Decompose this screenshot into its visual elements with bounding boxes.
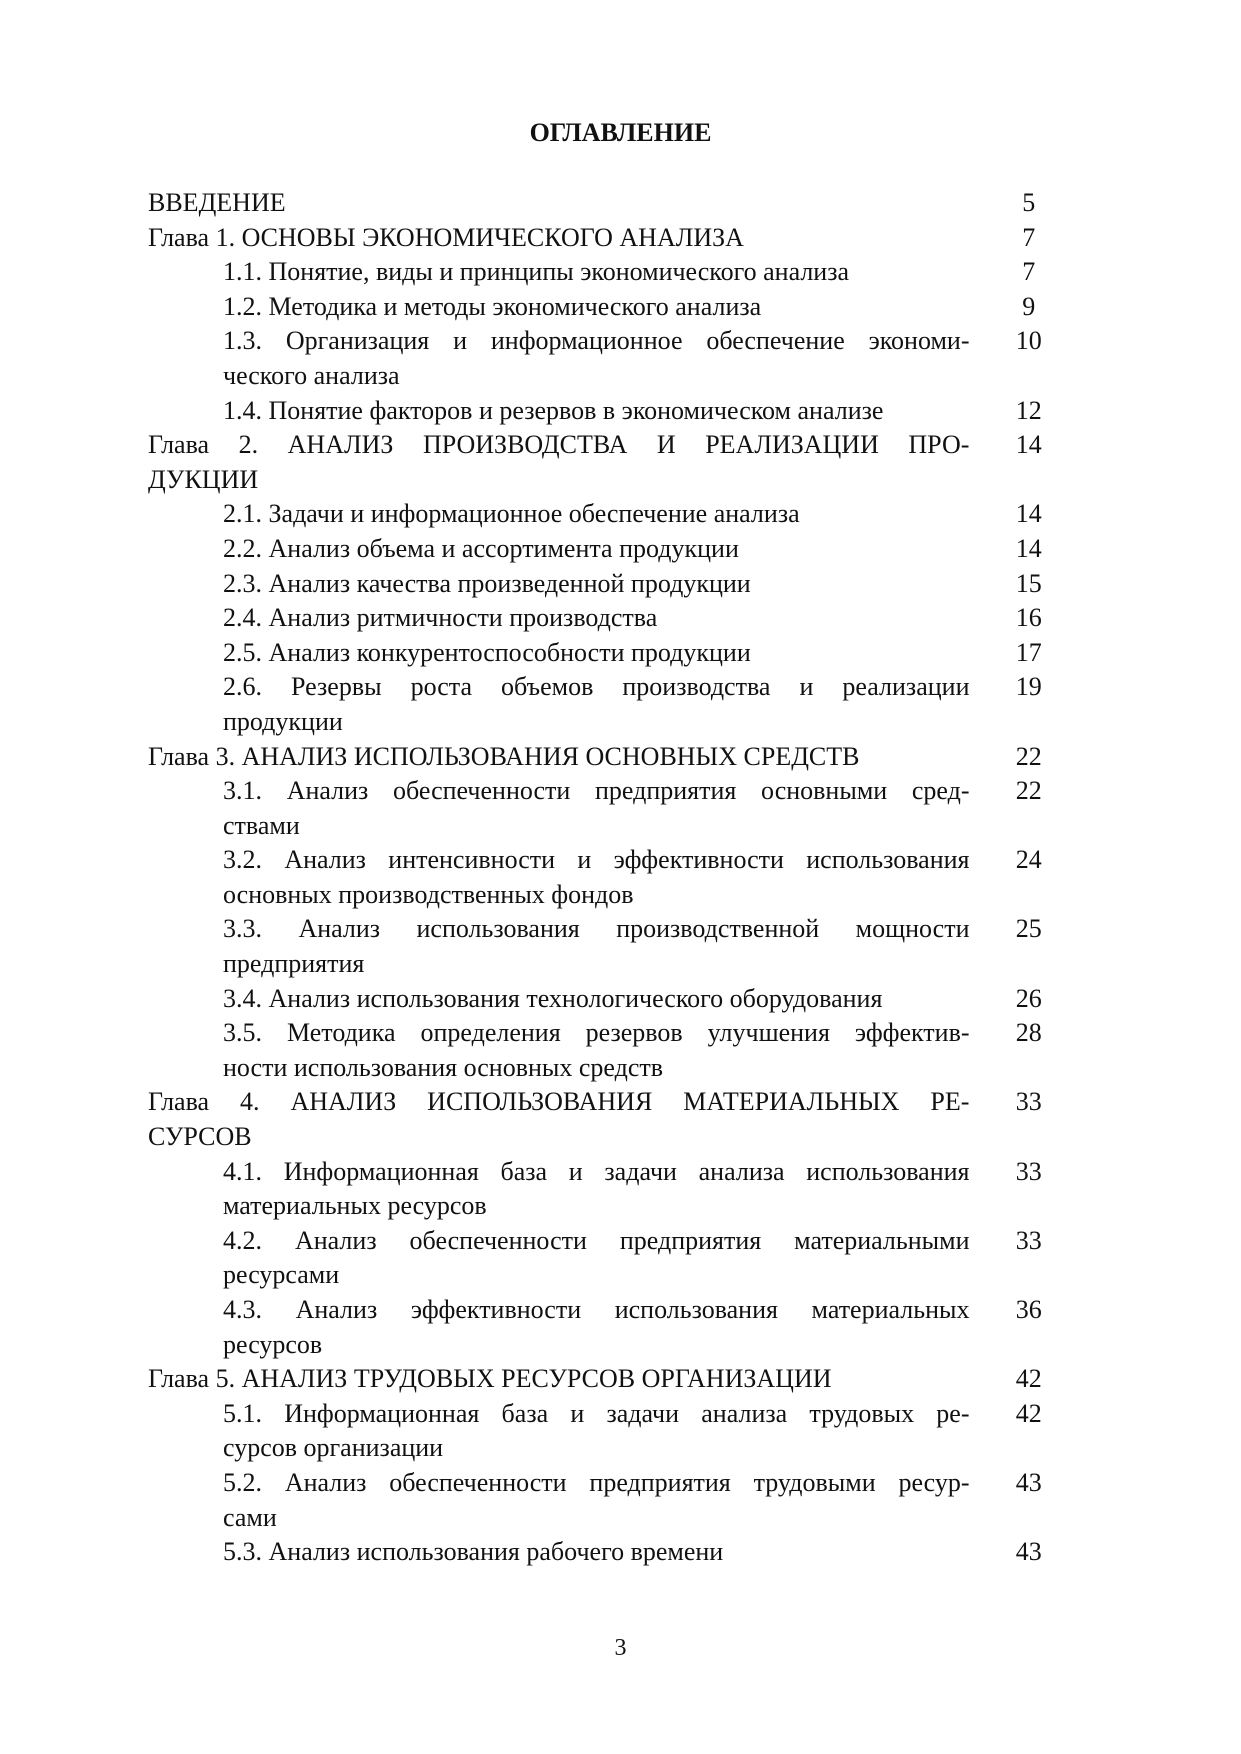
toc-entry-title — [148, 324, 970, 393]
toc-entry-title — [148, 740, 969, 775]
toc-entry-title — [148, 912, 970, 981]
toc-section-entry[interactable] — [148, 567, 1088, 602]
toc-entry-title — [148, 1535, 970, 1570]
toc-section-entry[interactable] — [148, 1155, 1088, 1224]
toc-chapter-entry[interactable] — [148, 428, 1088, 497]
toc-entry-line: 5.3. Анализ использования рабочего времени — [223, 1537, 724, 1567]
toc-section-entry[interactable] — [148, 394, 1088, 429]
toc-entry-line: 4.2. Анализ обеспеченности предприятия материальными — [223, 1225, 970, 1255]
toc-section-entry[interactable] — [148, 636, 1088, 671]
toc-page-number: 33 — [1015, 1156, 1042, 1186]
toc-entry-line: 5.1. Информационная база и задачи анализа трудовых ре- — [223, 1398, 970, 1428]
toc-entry-title — [148, 1085, 969, 1154]
toc-entry-line: материальных ресурсов — [223, 1191, 487, 1221]
toc-page-number: 42 — [1015, 1398, 1042, 1428]
toc-entry-title — [148, 774, 970, 843]
toc-page-number: 25 — [1015, 914, 1042, 944]
toc-section-entry[interactable] — [148, 982, 1088, 1017]
toc-entry-line: основных производственных фондов — [223, 879, 634, 909]
toc-entry-title — [148, 186, 969, 221]
toc-entry-line: ческого анализа — [223, 360, 400, 390]
toc-entry-line: Глава 1. ОСНОВЫ ЭКОНОМИЧЕСКОГО АНАЛИЗА — [148, 222, 744, 252]
toc-entry-line: 3.5. Методика определения резервов улучшения эффектив- — [223, 1018, 970, 1048]
toc-section-entry[interactable] — [148, 670, 1088, 739]
toc-page-number: 16 — [1015, 603, 1042, 633]
toc-section-entry[interactable] — [148, 1016, 1088, 1085]
toc-page-number: 9 — [1022, 291, 1036, 321]
page-number: 3 — [614, 1635, 627, 1661]
toc-page-number: 14 — [1015, 430, 1042, 460]
toc-section-entry[interactable] — [148, 1397, 1088, 1466]
toc-entry-title — [148, 1397, 970, 1466]
toc-section-entry[interactable] — [148, 255, 1088, 290]
toc-page-number: 7 — [1022, 222, 1036, 252]
toc-entry-line: предприятия — [223, 949, 365, 979]
toc-entry-title — [148, 428, 969, 497]
toc-entry-line: ресурсами — [223, 1260, 340, 1290]
toc-entry-line: ДУКЦИИ — [148, 464, 259, 494]
toc-page-number: 43 — [1015, 1537, 1042, 1567]
toc-entry-line: Глава 4. АНАЛИЗ ИСПОЛЬЗОВАНИЯ МАТЕРИАЛЬНЫХ РЕ- — [148, 1087, 970, 1117]
toc-entry-line: ности использования основных средств — [223, 1052, 664, 1082]
toc-entry-title — [148, 532, 970, 567]
toc-section-entry[interactable] — [148, 1466, 1088, 1535]
toc-page-number: 36 — [1015, 1295, 1042, 1324]
toc-entry-line: 3.3. Анализ использования производственной мощности — [223, 914, 970, 944]
toc-page-number: 5 — [1022, 188, 1036, 217]
toc-entry-line: ресурсов — [223, 1329, 323, 1359]
toc-entry-title — [148, 636, 970, 671]
toc-entry-title — [148, 394, 970, 429]
toc-entry-line: Глава 5. АНАЛИЗ ТРУДОВЫХ РЕСУРСОВ ОРГАНИЗАЦИИ — [148, 1364, 832, 1394]
toc-page-number: 14 — [1015, 499, 1042, 529]
toc-chapter-entry[interactable] — [148, 221, 1088, 256]
toc-page-number: 17 — [1015, 637, 1042, 667]
toc-entry-title — [148, 1362, 969, 1397]
toc-page-number: 22 — [1015, 776, 1042, 806]
toc-section-entry[interactable] — [148, 1293, 1088, 1362]
toc-page-number: 12 — [1015, 395, 1042, 425]
toc-entry-title — [148, 1293, 970, 1362]
toc-chapter-entry[interactable] — [148, 740, 1088, 775]
toc-page-number: 26 — [1015, 983, 1042, 1013]
toc-section-entry[interactable] — [148, 532, 1088, 567]
toc-entry-line: СУРСОВ — [148, 1122, 252, 1152]
toc-entry-line: 1.4. Понятие факторов и резервов в экономическом анализе — [223, 395, 884, 425]
toc-section-entry[interactable] — [148, 1224, 1088, 1293]
toc-entry-line: 1.2. Методика и методы экономического анализа — [223, 291, 762, 321]
toc-section-entry[interactable] — [148, 912, 1088, 981]
toc-entry-line: 2.3. Анализ качества произведенной продукции — [223, 568, 751, 598]
toc-entry-line: 4.1. Информационная база и задачи анализа использования — [223, 1156, 970, 1186]
toc-page-number: 42 — [1015, 1364, 1042, 1394]
toc-entry-line: сурсов организации — [223, 1433, 444, 1463]
toc-entry-line: Глава 2. АНАЛИЗ ПРОИЗВОДСТВА И РЕАЛИЗАЦИИ ПРО- — [148, 430, 970, 460]
toc-entry-title — [148, 601, 970, 636]
toc-section-entry[interactable] — [148, 1535, 1088, 1570]
toc-entry-line: 1.1. Понятие, виды и принципы экономического анализа — [223, 257, 850, 287]
toc-entry-line: ВВЕДЕНИЕ — [148, 188, 286, 217]
toc-entry-title — [148, 1466, 970, 1535]
toc-page-number: 28 — [1015, 1018, 1042, 1048]
toc-section-entry[interactable] — [148, 290, 1088, 325]
toc-entry-line: 2.5. Анализ конкурентоспособности продукции — [223, 637, 751, 667]
toc-entry-title — [148, 221, 969, 256]
toc-entry-title — [148, 1016, 970, 1085]
toc-entry-line: 5.2. Анализ обеспеченности предприятия трудовыми ресур- — [223, 1467, 970, 1497]
toc-entry-title — [148, 1224, 970, 1293]
toc-entry-title — [148, 982, 970, 1017]
table-of-contents — [148, 186, 1088, 1570]
toc-chapter-entry[interactable] — [148, 1085, 1088, 1154]
toc-page-number: 43 — [1015, 1467, 1042, 1497]
toc-entry-line: 2.2. Анализ объема и ассортимента продукции — [223, 533, 739, 563]
toc-entry-title — [148, 1155, 970, 1224]
toc-entry-title — [148, 567, 970, 602]
toc-section-entry[interactable] — [148, 601, 1088, 636]
toc-entry-title — [148, 670, 970, 739]
toc-section-entry[interactable] — [148, 497, 1088, 532]
toc-entry-line: 3.4. Анализ использования технологического оборудования — [223, 983, 883, 1013]
toc-entry-line: 2.6. Резервы роста объемов производства и реализации — [223, 672, 970, 702]
toc-page-number: 33 — [1015, 1225, 1042, 1255]
toc-entry-line: ствами — [223, 810, 300, 840]
toc-section-entry[interactable] — [148, 843, 1088, 912]
toc-entry-line: 1.3. Организация и информационное обеспечение экономи- — [223, 326, 970, 356]
toc-entry-line: 2.1. Задачи и информационное обеспечение анализа — [223, 499, 800, 529]
toc-page-number: 7 — [1022, 257, 1036, 287]
toc-page-number: 24 — [1015, 845, 1042, 875]
toc-section-entry[interactable] — [148, 324, 1088, 393]
toc-page-number: 14 — [1015, 533, 1042, 563]
toc-chapter-entry[interactable] — [148, 1362, 1088, 1397]
toc-entry-line: 3.2. Анализ интенсивности и эффективности использования — [223, 845, 970, 875]
toc-entry-line: сами — [223, 1502, 277, 1532]
toc-page-number: 15 — [1015, 568, 1042, 598]
toc-page-number: 19 — [1015, 672, 1042, 702]
toc-entry-line: 2.4. Анализ ритмичности производства — [223, 603, 658, 633]
toc-section-entry[interactable] — [148, 774, 1088, 843]
toc-entry-title — [148, 255, 970, 290]
toc-entry-line: 3.1. Анализ обеспеченности предприятия основными сред- — [223, 776, 970, 806]
toc-page-number: 22 — [1015, 741, 1042, 771]
toc-entry-line: 4.3. Анализ эффективности использования материальных — [223, 1295, 970, 1324]
toc-page-number: 10 — [1015, 326, 1042, 356]
page-title: ОГЛАВЛЕНИЕ — [529, 118, 712, 147]
toc-entry-line: Глава 3. АНАЛИЗ ИСПОЛЬЗОВАНИЯ ОСНОВНЫХ СРЕДСТВ — [148, 741, 860, 771]
toc-page-number: 33 — [1015, 1087, 1042, 1117]
toc-chapter-entry[interactable] — [148, 186, 1088, 221]
toc-entry-title — [148, 843, 970, 912]
toc-entry-title — [148, 290, 970, 325]
toc-entry-title — [148, 497, 970, 532]
toc-entry-line: продукции — [223, 706, 343, 736]
